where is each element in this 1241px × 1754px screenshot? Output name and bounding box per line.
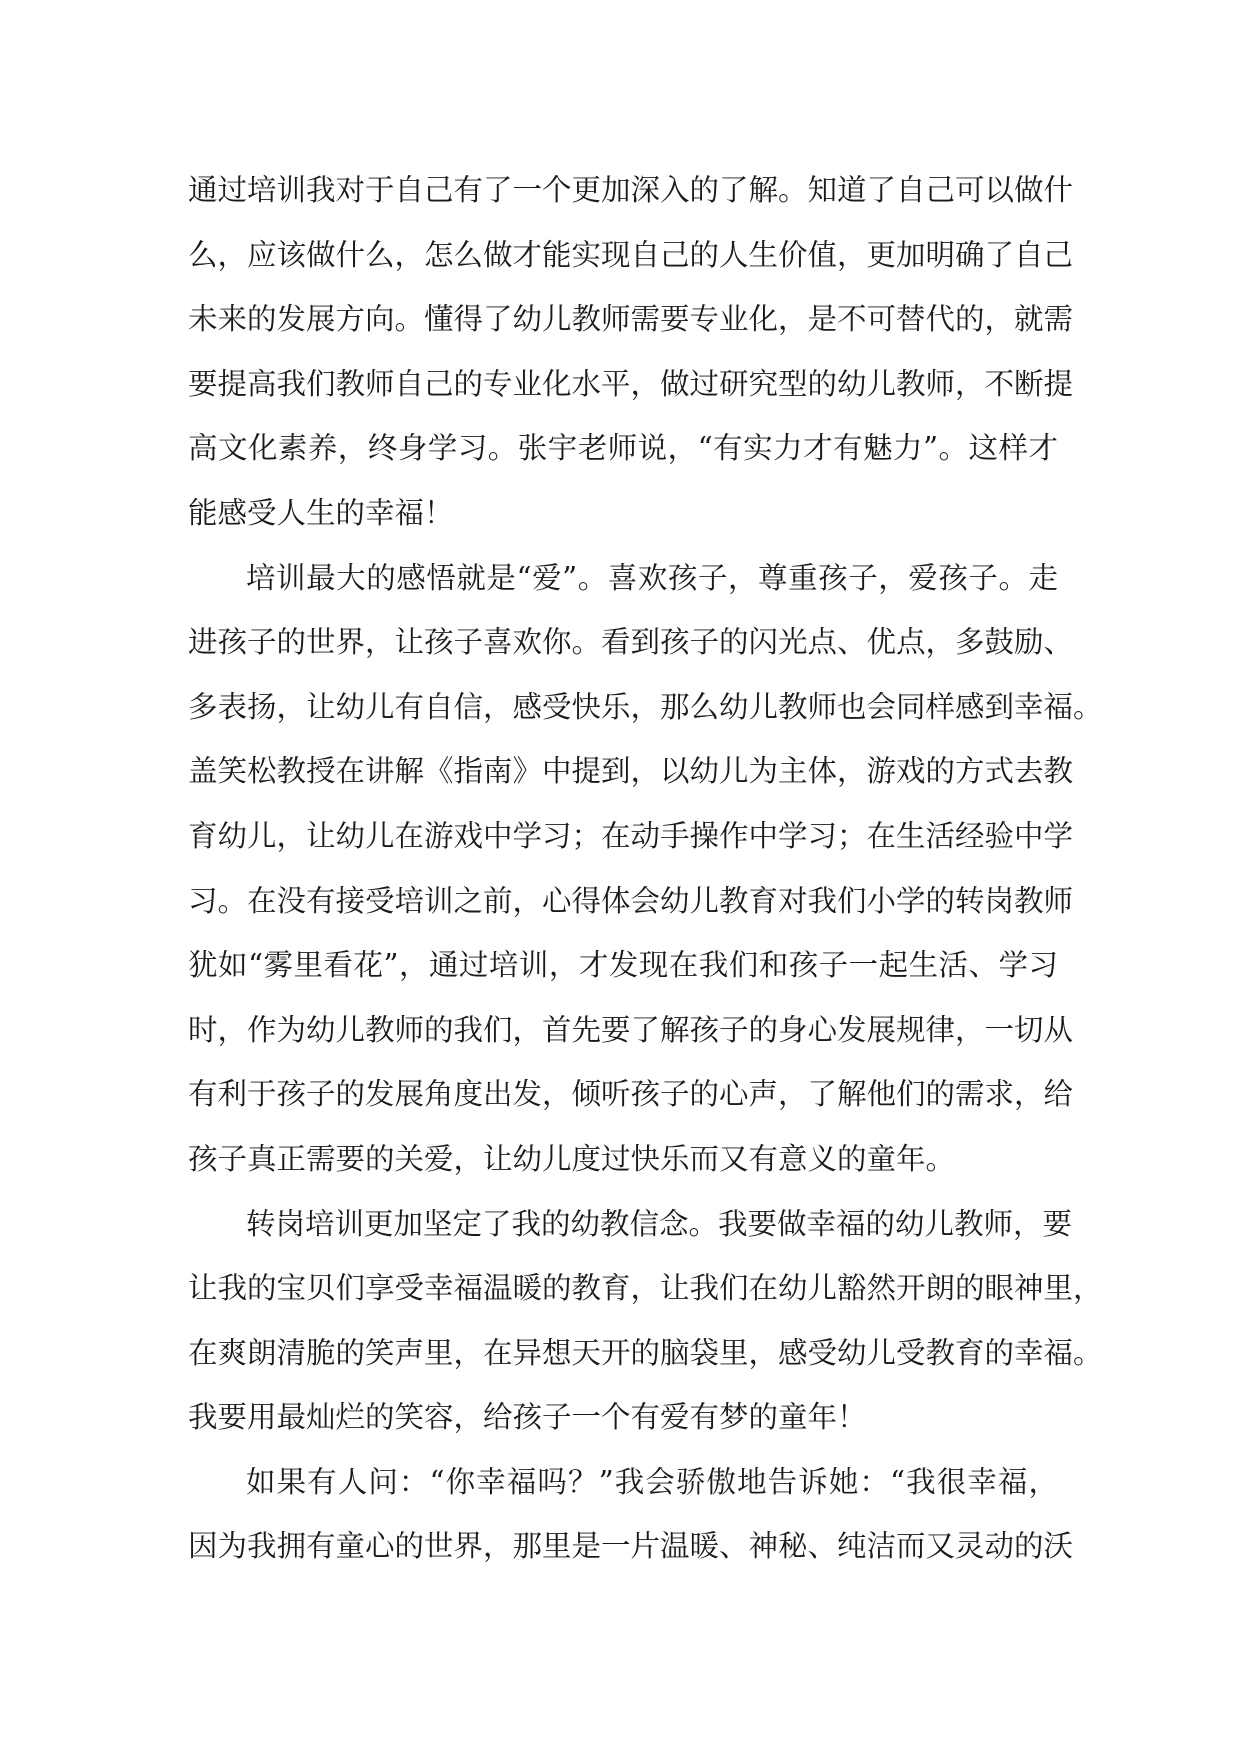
text-line: 有利于孩子的发展角度出发，倾听孩子的心声，了解他们的需求，给: [188, 1077, 1074, 1112]
text-line: 习。在没有接受培训之前，心得体会幼儿教育对我们小学的转岗教师: [188, 883, 1074, 918]
text-line: 孩子真正需要的关爱，让幼儿度过快乐而又有意义的童年。: [188, 1141, 956, 1176]
text-line: 育幼儿，让幼儿在游戏中学习；在动手操作中学习；在生活经验中学: [188, 818, 1074, 853]
text-line: 么，应该做什么，怎么做才能实现自己的人生价值，更加明确了自己: [188, 237, 1074, 272]
text-line: 如果有人问：“你幸福吗？”我会骄傲地告诉她：“我很幸福，: [246, 1464, 1058, 1499]
text-line: 在爽朗清脆的笑声里，在异想天开的脑袋里，感受幼儿受教育的幸福。: [188, 1335, 1103, 1370]
document-body: [188, 158, 1103, 1579]
text-line: 进孩子的世界，让孩子喜欢你。看到孩子的闪光点、优点，多鼓励、: [188, 625, 1074, 660]
text-line: 培训最大的感悟就是“爱”。喜欢孩子，尊重孩子，爱孩子。走: [246, 560, 1058, 595]
text-line: 转岗培训更加坚定了我的幼教信念。我要做幸福的幼儿教师，要: [246, 1206, 1073, 1241]
text-line: 时，作为幼儿教师的我们，首先要了解孩子的身心发展规律，一切从: [188, 1012, 1074, 1047]
text-line: 未来的发展方向。懂得了幼儿教师需要专业化，是不可替代的，就需: [188, 302, 1074, 337]
text-line: 犹如“雾里看花”，通过培训，才发现在我们和孩子一起生活、学习: [188, 948, 1058, 983]
paragraph-4: [188, 1450, 1074, 1579]
text-line: 我要用最灿烂的笑容，给孩子一个有爱有梦的童年！: [188, 1400, 867, 1435]
paragraph-1: [188, 158, 1074, 546]
text-line: 让我的宝贝们享受幸福温暖的教育，让我们在幼儿豁然开朗的眼神里，: [188, 1271, 1103, 1306]
text-line: 能感受人生的幸福！: [188, 495, 454, 530]
paragraph-2: [188, 546, 1103, 1192]
text-line: 多表扬，让幼儿有自信，感受快乐，那么幼儿教师也会同样感到幸福。: [188, 689, 1103, 724]
paragraph-3: [188, 1192, 1103, 1450]
text-line: 因为我拥有童心的世界，那里是一片温暖、神秘、纯洁而又灵动的沃: [188, 1529, 1074, 1564]
text-line: 高文化素养，终身学习。张宇老师说，“有实力才有魅力”。这样才: [188, 431, 1058, 466]
text-line: 通过培训我对于自己有了一个更加深入的了解。知道了自己可以做什: [188, 173, 1074, 207]
text-line: 盖笑松教授在讲解《指南》中提到，以幼儿为主体，游戏的方式去教: [188, 754, 1074, 789]
text-line: 要提高我们教师自己的专业化水平，做过研究型的幼儿教师，不断提: [188, 366, 1074, 401]
